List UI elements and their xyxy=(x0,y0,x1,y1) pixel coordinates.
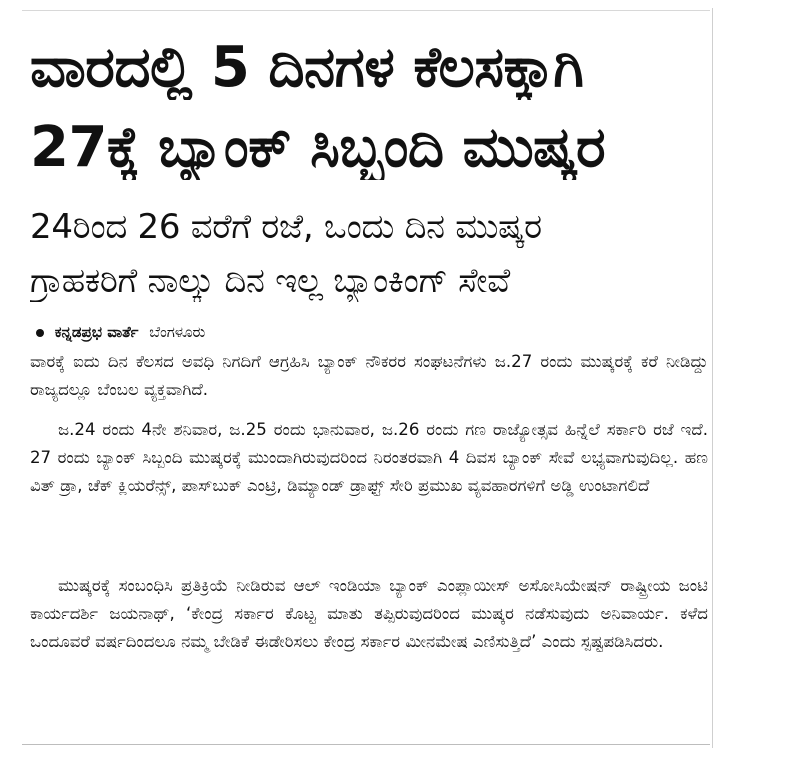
subheadline-line-1: 24ರಿಂದ 26 ವರೆಗೆ ರಜೆ, ಒಂದು ದಿನ ಮುಷ್ಕರ xyxy=(30,207,542,247)
headline-line-2: 27ಕ್ಕೆ ಬ್ಯಾಂಕ್ ಸಿಬ್ಬಂದಿ ಮುಷ್ಕರ xyxy=(30,116,606,180)
top-rule xyxy=(22,10,710,11)
headline-line-1: ವಾರದಲ್ಲಿ 5 ದಿನಗಳ ಕೆಲಸಕ್ಕಾಗಿ xyxy=(30,36,584,100)
paragraph-3: ಮುಷ್ಕರಕ್ಕೆ ಸಂಬಂಧಿಸಿ ಪ್ರತಿಕ್ರಿಯೆ ನೀಡಿರುವ ಆಲ್ ಇಂಡಿಯಾ ಬ್ಯಾಂಕ್ ಎಂಪ್ಲಾಯೀಸ್ ಅಸೋಸಿಯೇಷನ್ ರಾಷ್ಟ್ರೀಯ ಜಂಟಿ ಕಾರ್ಯದರ್ಶಿ ಜಯನಾಥ್, ‘ಕೇಂದ್ರ ಸರ್ಕಾರ ಕೊಟ್ಟ ಮಾತು ತಪ್ಪಿರುವುದರಿಂದ ಮುಷ್ಕರ ನಡೆಸುವುದು ಅನಿವಾರ್ಯ. ಕಳೆದ ಒಂದೂವರೆ ವರ್ಷದಿಂದಲೂ ನಮ್ಮ ಬೇಡಿಕೆ ಈಡೇರಿಸಲು ಕೇಂದ್ರ ಸರ್ಕಾರ ಮೀನಮೇಷ ಎಣಿಸುತ್ತಿದೆ’ ಎಂದು ಸ್ಪಷ್ಟಪಡಿಸಿದರು. xyxy=(30,576,708,651)
bottom-rule xyxy=(22,744,710,745)
paragraph-1: ವಾರಕ್ಕೆ ಐದು ದಿನ ಕೆಲಸದ ಅವಧಿ ನಿಗದಿಗೆ ಆಗ್ರಹಿಸಿ ಬ್ಯಾಂಕ್ ನೌಕರರ ಸಂಘಟನೆಗಳು ಜ.27 ರಂದು ಮುಷ್ಕರಕ್ಕೆ ಕರೆ ನೀಡಿದ್ದು ರಾಜ್ಯದಲ್ಲೂ ಬೆಂಬಲ ವ್ಯಕ್ತವಾಗಿದೆ. xyxy=(30,352,708,399)
paragraph-2: ಜ.24 ರಂದು 4ನೇ ಶನಿವಾರ, ಜ.25 ರಂದು ಭಾನುವಾರ, ಜ.26 ರಂದು ಗಣ ರಾಜ್ಯೋತ್ಸವ ಹಿನ್ನೆಲೆ ಸರ್ಕಾರಿ ರಜೆ ಇದೆ. 27 ರಂದು ಬ್ಯಾಂಕ್ ಸಿಬ್ಬಂದಿ ಮುಷ್ಕರಕ್ಕೆ ಮುಂದಾಗಿರುವುದರಿಂದ ನಿರಂತರವಾಗಿ 4 ದಿವಸ ಬ್ಯಾಂಕ್ ಸೇವೆ ಲಭ್ಯವಾಗುವುದಿಲ್ಲ. ಹಣ ವಿತ್ ಡ್ರಾ, ಚೆಕ್ ಕ್ಲಿಯರೆನ್ಸ್, ಪಾಸ್‌ಬುಕ್ ಎಂಟ್ರಿ, ಡಿಮ್ಯಾಂಡ್ ಡ್ರಾಫ್ಟ್ ಸೇರಿ ಪ್ರಮುಖ ವ್ಯವಹಾರಗಳಿಗೆ ಅಡ್ಡಿ ಉಂಟಾಗಲಿದೆ xyxy=(30,420,708,495)
byline-agency: ಕನ್ನಡಪ್ರಭ ವಾರ್ತೆ xyxy=(54,323,139,341)
byline-place: ಬೆಂಗಳೂರು xyxy=(149,323,206,341)
bullet-icon xyxy=(36,329,44,337)
byline xyxy=(36,322,205,342)
subheadline-line-2: ಗ್ರಾಹಕರಿಗೆ ನಾಲ್ಕು ದಿನ ಇಲ್ಲ ಬ್ಯಾಂಕಿಂಗ್ ಸೇವೆ xyxy=(30,261,510,301)
